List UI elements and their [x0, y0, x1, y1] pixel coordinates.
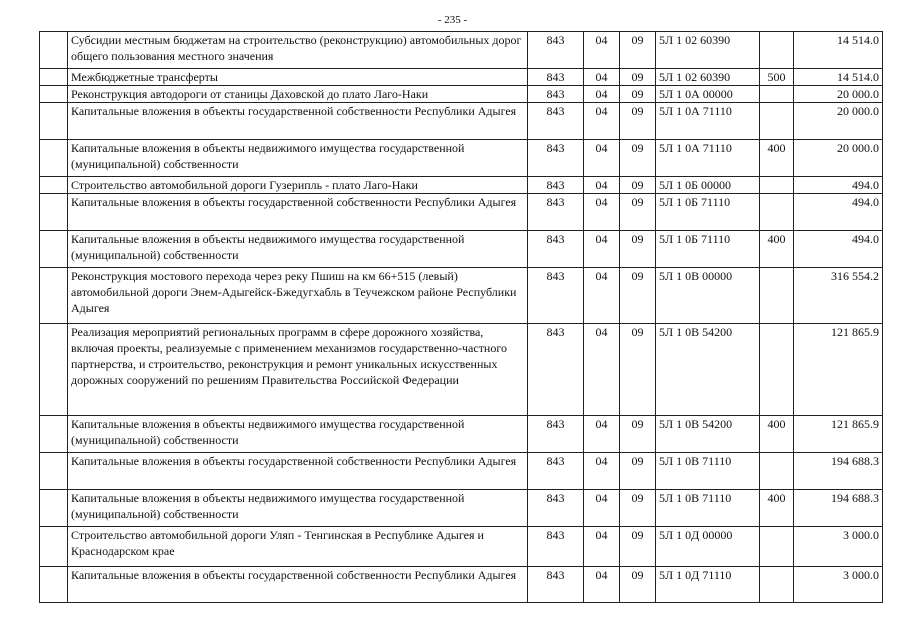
row-name: Капитальные вложения в объекты государственной собственности Республики Адыгея: [68, 103, 528, 140]
row-pr-code: 09: [620, 453, 656, 490]
row-vr-code: 500: [760, 69, 794, 86]
table-row: [40, 490, 883, 527]
row-vr-code: [760, 453, 794, 490]
budget-table: [39, 31, 883, 603]
row-vr-code: [760, 103, 794, 140]
row-sum: 494.0: [794, 177, 883, 194]
row-rz-code: 04: [584, 527, 620, 567]
row-cs-code: 5Л 1 0А 71110: [656, 140, 760, 177]
row-marker-cell: [40, 194, 68, 231]
row-sum: 20 000.0: [794, 140, 883, 177]
row-marker-cell: [40, 231, 68, 268]
row-rz-code: 04: [584, 268, 620, 324]
table-row: [40, 453, 883, 490]
row-pr-code: 09: [620, 177, 656, 194]
row-cs-code: 5Л 1 0Д 00000: [656, 527, 760, 567]
page-number: - 235 -: [437, 14, 468, 26]
row-marker-cell: [40, 140, 68, 177]
row-rz-code: 04: [584, 490, 620, 527]
row-name: Капитальные вложения в объекты недвижимого имущества государственной (муниципальной) собственности: [68, 140, 528, 177]
row-vr-code: 400: [760, 140, 794, 177]
row-sum: 20 000.0: [794, 103, 883, 140]
row-vr-code: [760, 194, 794, 231]
table-row: [40, 268, 883, 324]
row-gr-code: 843: [528, 527, 584, 567]
row-gr-code: 843: [528, 32, 584, 69]
row-name: Межбюджетные трансферты: [68, 69, 528, 86]
row-name: Субсидии местным бюджетам на строительство (реконструкцию) автомобильных дорог общего пользования местного значения: [68, 32, 528, 69]
row-sum: 14 514.0: [794, 69, 883, 86]
row-rz-code: 04: [584, 324, 620, 416]
row-sum: 316 554.2: [794, 268, 883, 324]
row-vr-code: [760, 527, 794, 567]
row-pr-code: 09: [620, 268, 656, 324]
row-marker-cell: [40, 69, 68, 86]
row-rz-code: 04: [584, 86, 620, 103]
row-vr-code: 400: [760, 231, 794, 268]
table-row: [40, 140, 883, 177]
row-name: Капитальные вложения в объекты недвижимого имущества государственной (муниципальной) собственности: [68, 490, 528, 527]
table-row: [40, 86, 883, 103]
row-gr-code: 843: [528, 231, 584, 268]
row-name: Капитальные вложения в объекты недвижимого имущества государственной (муниципальной) собственности: [68, 416, 528, 453]
row-marker-cell: [40, 177, 68, 194]
row-rz-code: 04: [584, 194, 620, 231]
row-marker-cell: [40, 416, 68, 453]
row-rz-code: 04: [584, 453, 620, 490]
row-sum: 14 514.0: [794, 32, 883, 69]
row-pr-code: 09: [620, 140, 656, 177]
row-marker-cell: [40, 32, 68, 69]
row-cs-code: 5Л 1 02 60390: [656, 32, 760, 69]
table-row: [40, 177, 883, 194]
row-sum: 494.0: [794, 231, 883, 268]
row-marker-cell: [40, 490, 68, 527]
table-row: [40, 567, 883, 603]
row-cs-code: 5Л 1 0А 00000: [656, 86, 760, 103]
row-cs-code: 5Л 1 0В 00000: [656, 268, 760, 324]
row-sum: 194 688.3: [794, 490, 883, 527]
row-rz-code: 04: [584, 103, 620, 140]
row-marker-cell: [40, 268, 68, 324]
row-vr-code: [760, 32, 794, 69]
row-marker-cell: [40, 527, 68, 567]
row-pr-code: 09: [620, 567, 656, 603]
row-gr-code: 843: [528, 86, 584, 103]
row-vr-code: 400: [760, 416, 794, 453]
row-gr-code: 843: [528, 177, 584, 194]
row-pr-code: 09: [620, 32, 656, 69]
row-rz-code: 04: [584, 32, 620, 69]
row-pr-code: 09: [620, 231, 656, 268]
row-cs-code: 5Л 1 0В 54200: [656, 324, 760, 416]
row-pr-code: 09: [620, 527, 656, 567]
table-row: [40, 527, 883, 567]
row-vr-code: [760, 324, 794, 416]
row-rz-code: 04: [584, 140, 620, 177]
row-cs-code: 5Л 1 0Б 00000: [656, 177, 760, 194]
row-vr-code: [760, 177, 794, 194]
row-pr-code: 09: [620, 490, 656, 527]
row-marker-cell: [40, 453, 68, 490]
row-gr-code: 843: [528, 416, 584, 453]
row-gr-code: 843: [528, 69, 584, 86]
row-cs-code: 5Л 1 0Б 71110: [656, 231, 760, 268]
row-pr-code: 09: [620, 324, 656, 416]
row-name: Капитальные вложения в объекты государственной собственности Республики Адыгея: [68, 194, 528, 231]
row-sum: 194 688.3: [794, 453, 883, 490]
row-cs-code: 5Л 1 0В 71110: [656, 490, 760, 527]
row-name: Строительство автомобильной дороги Гузерипль - плато Лаго-Наки: [68, 177, 528, 194]
row-cs-code: 5Л 1 0В 54200: [656, 416, 760, 453]
row-pr-code: 09: [620, 86, 656, 103]
row-cs-code: 5Л 1 0В 71110: [656, 453, 760, 490]
row-name: Реконструкция автодороги от станицы Даховской до плато Лаго-Наки: [68, 86, 528, 103]
table-row: [40, 416, 883, 453]
row-vr-code: 400: [760, 490, 794, 527]
row-gr-code: 843: [528, 490, 584, 527]
row-gr-code: 843: [528, 268, 584, 324]
row-gr-code: 843: [528, 324, 584, 416]
row-cs-code: 5Л 1 0Д 71110: [656, 567, 760, 603]
table-row: [40, 324, 883, 416]
row-pr-code: 09: [620, 69, 656, 86]
row-sum: 3 000.0: [794, 567, 883, 603]
row-sum: 121 865.9: [794, 324, 883, 416]
row-rz-code: 04: [584, 177, 620, 194]
row-rz-code: 04: [584, 69, 620, 86]
table-row: [40, 69, 883, 86]
row-vr-code: [760, 567, 794, 603]
row-sum: 494.0: [794, 194, 883, 231]
row-cs-code: 5Л 1 0Б 71110: [656, 194, 760, 231]
row-pr-code: 09: [620, 416, 656, 453]
table-row: [40, 194, 883, 231]
row-marker-cell: [40, 324, 68, 416]
row-gr-code: 843: [528, 103, 584, 140]
row-name: Реконструкция мостового перехода через реку Пшиш на км 66+515 (левый) автомобильной дороги Энем-Адыгейск-Бжедугхабль в Теучежском районе Республики Адыгея: [68, 268, 528, 324]
row-gr-code: 843: [528, 567, 584, 603]
row-rz-code: 04: [584, 567, 620, 603]
row-cs-code: 5Л 1 0А 71110: [656, 103, 760, 140]
row-marker-cell: [40, 86, 68, 103]
row-marker-cell: [40, 567, 68, 603]
row-gr-code: 843: [528, 140, 584, 177]
table-row: [40, 231, 883, 268]
row-name: Реализация мероприятий региональных программ в сфере дорожного хозяйства, включая проекты, реализуемые с применением механизмов государственно-частного партнерства, и строительство, реконструкция и ремонт уникальных искусственных дорожных сооружений по решениям Правительства Российской Федерации: [68, 324, 528, 416]
row-sum: 3 000.0: [794, 527, 883, 567]
row-sum: 121 865.9: [794, 416, 883, 453]
row-rz-code: 04: [584, 416, 620, 453]
row-cs-code: 5Л 1 02 60390: [656, 69, 760, 86]
row-marker-cell: [40, 103, 68, 140]
row-vr-code: [760, 86, 794, 103]
row-pr-code: 09: [620, 194, 656, 231]
table-row: [40, 103, 883, 140]
row-name: Капитальные вложения в объекты государственной собственности Республики Адыгея: [68, 567, 528, 603]
row-vr-code: [760, 268, 794, 324]
row-name: Капитальные вложения в объекты государственной собственности Республики Адыгея: [68, 453, 528, 490]
row-gr-code: 843: [528, 453, 584, 490]
row-name: Капитальные вложения в объекты недвижимого имущества государственной (муниципальной) собственности: [68, 231, 528, 268]
table-row: [40, 32, 883, 69]
row-name: Строительство автомобильной дороги Уляп - Тенгинская в Республике Адыгея и Краснодарском крае: [68, 527, 528, 567]
row-sum: 20 000.0: [794, 86, 883, 103]
row-pr-code: 09: [620, 103, 656, 140]
row-gr-code: 843: [528, 194, 584, 231]
row-rz-code: 04: [584, 231, 620, 268]
